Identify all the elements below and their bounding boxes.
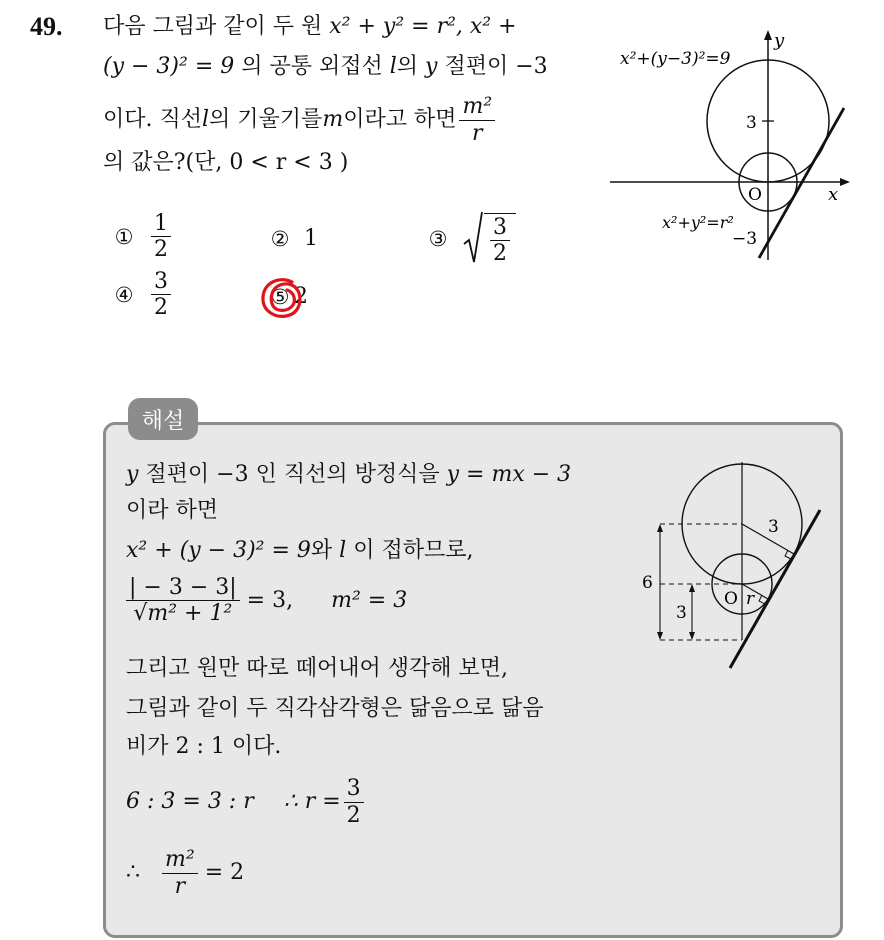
line-symbol: l xyxy=(389,54,397,79)
label-3-radius: 3 xyxy=(768,517,779,537)
small-circle-label: x²+y²=r² xyxy=(662,213,734,232)
choice-mark: ④ xyxy=(114,282,134,307)
question-number: 49. xyxy=(30,12,63,41)
question-line-4: 의 값은?(단, 0 < r < 3 ) xyxy=(103,150,349,175)
solution-line-1 xyxy=(126,460,571,490)
choice-fraction xyxy=(490,216,510,265)
origin-label: O xyxy=(748,185,762,205)
choice-value: 1 xyxy=(304,226,318,251)
solution-line-3 xyxy=(126,536,473,566)
solution-equation: m² = 3 xyxy=(331,587,408,613)
therefore-symbol: ∴ xyxy=(126,860,140,885)
tick-label-3: 3 xyxy=(746,113,757,133)
x-axis-label: x xyxy=(828,184,839,205)
fraction-numerator: 3 xyxy=(344,777,364,802)
sqrt-expression xyxy=(462,210,516,268)
solution-equation: = 3, xyxy=(246,587,294,613)
choice-mark: ⑤ xyxy=(270,284,290,309)
r-fraction xyxy=(344,777,364,826)
label-3: 3 xyxy=(676,603,687,623)
question-fraction xyxy=(459,95,495,144)
y-symbol: y xyxy=(126,462,139,487)
m-symbol: m xyxy=(322,107,344,132)
solution-equation: ∴ r = xyxy=(283,789,341,814)
choice-mark: ① xyxy=(114,224,134,249)
solution-line-5: 그리고 원만 따로 떼어내어 생각해 보면, xyxy=(126,656,508,681)
question-text: 의 xyxy=(396,54,426,79)
fraction-denominator: 2 xyxy=(154,237,168,263)
choice-value: 2 xyxy=(294,284,308,309)
question-line-3 xyxy=(103,90,498,150)
solution-text: 이 접하므로, xyxy=(346,538,474,563)
choice-3[interactable] xyxy=(426,210,516,268)
tangent-line xyxy=(759,108,844,258)
arrow-down-icon xyxy=(689,632,695,640)
y-axis-arrow-icon xyxy=(764,30,772,40)
fraction-numerator: m² xyxy=(459,95,495,120)
choice-4[interactable] xyxy=(112,270,174,319)
solution-text: 절편이 −3 인 직선의 방정식을 xyxy=(138,462,447,487)
fraction-denominator: 2 xyxy=(346,802,361,828)
arrow-down-icon xyxy=(657,632,663,640)
solution-line-4 xyxy=(126,576,407,625)
solution-line-9 xyxy=(126,842,244,904)
solution-line-7: 비가 2 : 1 이다. xyxy=(126,734,282,759)
solution-tab: 해설 xyxy=(128,398,198,440)
solution-line-8 xyxy=(126,770,367,834)
fraction-denominator: r xyxy=(174,873,186,899)
label-6: 6 xyxy=(642,573,653,593)
choice-mark: ③ xyxy=(428,227,448,251)
fraction-numerator: m² xyxy=(162,848,198,873)
question-text: 의 공통 외접선 xyxy=(234,54,390,79)
solution-line-2: 이라 하면 xyxy=(126,498,219,523)
fraction-numerator: 1 xyxy=(151,212,171,237)
solution-equation: = 2 xyxy=(204,860,245,885)
x-axis-arrow-icon xyxy=(840,178,850,186)
tick-label-minus-3: −3 xyxy=(732,229,758,249)
solution-equation: x² + (y − 3)² = 9 xyxy=(126,538,311,563)
sqrt-icon xyxy=(462,210,484,268)
choice-mark: ② xyxy=(270,226,290,251)
question-text: 이라고 하면 xyxy=(343,107,457,132)
question-text: 의 기울기를 xyxy=(209,107,323,132)
distance-fraction xyxy=(126,576,240,625)
sqrt-radicand xyxy=(484,213,516,265)
answer-fraction xyxy=(162,848,198,897)
y-axis-label: y xyxy=(774,30,785,51)
choice-fraction xyxy=(151,212,171,261)
question-line-2 xyxy=(103,52,548,82)
solution-text: 와 xyxy=(310,538,340,563)
question-equation: x² + y² = r², x² + xyxy=(329,14,517,39)
problem-figure xyxy=(606,24,856,264)
fraction-denominator: √m² + 1² xyxy=(133,601,233,627)
question-line-1 xyxy=(103,12,517,42)
solution-equation: y = mx − 3 xyxy=(446,462,572,487)
fraction-denominator: 2 xyxy=(493,241,507,266)
fraction-numerator: 3 xyxy=(151,270,171,295)
question-text: 이다. 직선 xyxy=(103,107,202,132)
solution-figure xyxy=(640,460,840,670)
line-symbol: l xyxy=(202,107,210,132)
question-equation: (y − 3)² = 9 xyxy=(103,54,235,79)
question-text: 절편이 −3 xyxy=(437,54,548,79)
solution-equation: 6 : 3 = 3 : r xyxy=(126,789,254,814)
arrow-up-icon xyxy=(657,524,663,532)
y-symbol: y xyxy=(425,54,438,79)
choice-2[interactable] xyxy=(268,226,318,251)
big-circle-label: x²+(y−3)²=9 xyxy=(620,49,731,69)
fraction-numerator: 3 xyxy=(490,216,510,241)
line-symbol: l xyxy=(339,538,347,563)
selection-circle-icon xyxy=(258,276,308,322)
arrow-up-icon xyxy=(689,584,695,592)
question-text: 다음 그림과 같이 두 원 xyxy=(103,14,330,39)
choice-1[interactable] xyxy=(112,212,174,261)
fraction-numerator: | − 3 − 3| xyxy=(126,576,240,601)
fraction-denominator: r xyxy=(472,120,483,146)
choice-fraction xyxy=(151,270,171,319)
label-origin: O xyxy=(724,589,738,609)
solution-line-6: 그림과 같이 두 직각삼각형은 닮음으로 닮음 xyxy=(126,696,544,721)
fraction-denominator: 2 xyxy=(154,295,168,321)
label-r: r xyxy=(746,589,755,609)
